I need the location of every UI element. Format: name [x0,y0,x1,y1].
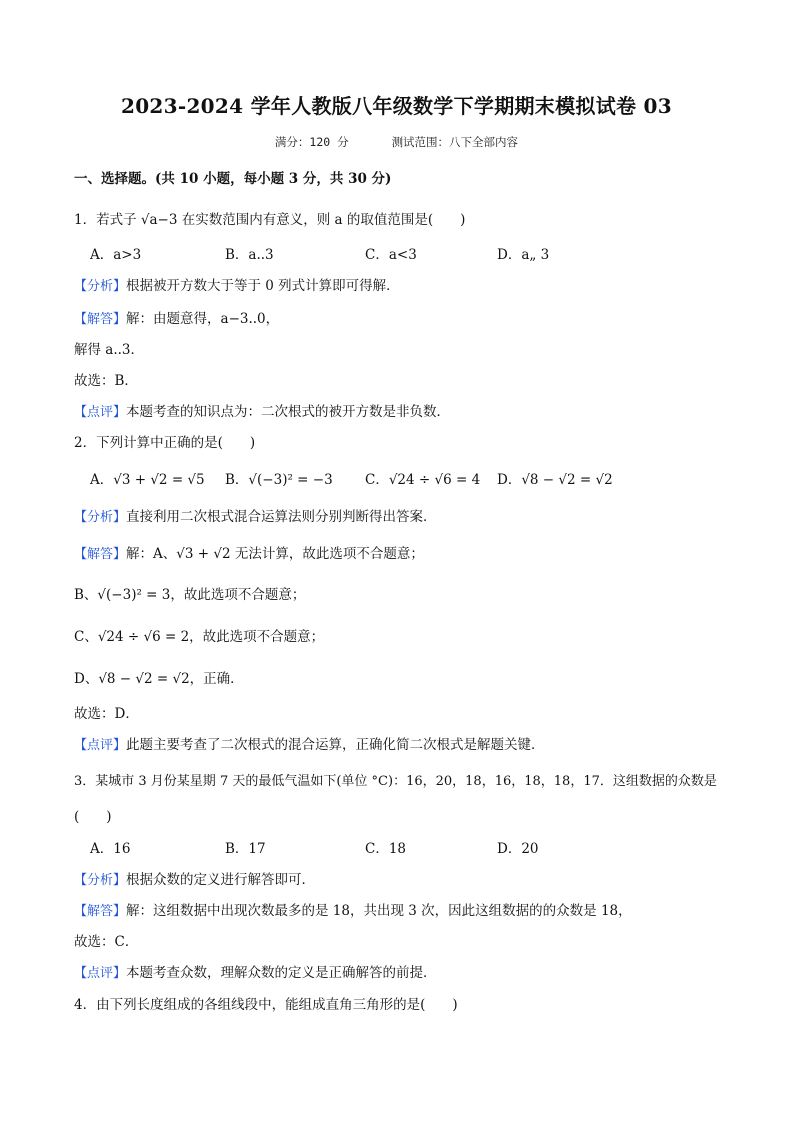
q3-choice: 故选：C． [74,934,139,950]
q2-answer-c: C、√24 ÷ √6 = 2，故此选项不合题意； [74,629,325,645]
section-heading: 一、选择题。(共 10 小题，每小题 3 分，共 30 分) [74,171,392,187]
q1-stem: 1．若式子 √a−3 在实数范围内有意义，则 a 的取值范围是( ) [74,212,466,228]
q2-option-a: A．√3 + √2 = √5 [90,472,205,488]
q2-answer-d: D、√8 − √2 = √2，正确． [74,671,244,687]
answer-tag: 【解答】 [74,312,127,327]
answer-text: 解：这组数据中出现次数最多的是 18，共出现 3 次，因此这组数据的的众数是 18， [126,903,632,919]
q2-option-b: B．√(−3)² = −3 [225,472,333,488]
q3-option-d: D．20 [497,841,539,857]
q1-option-d: D．a„ 3 [497,247,550,263]
q2-option-d: D．√8 − √2 = √2 [497,472,613,488]
comment-tag: 【点评】 [74,738,127,753]
comment-text: 此题主要考查了二次根式的混合运算，正确化简二次根式是解题关键． [126,737,545,753]
page-title: 2023-2024 学年人教版八年级数学下学期期末模拟试卷 03 [121,94,672,118]
q1-option-a: A．a>3 [90,247,142,263]
q3-option-b: B．17 [225,841,266,857]
q1-option-c: C．a<3 [365,247,417,263]
q3-analysis [74,871,315,890]
q2-answer [74,545,424,564]
q2-choice: 故选：D． [74,706,139,722]
exam-info [0,134,793,150]
answer-text: 解：A、√3 + √2 无法计算，故此选项不合题意； [126,546,424,562]
q1-comment [74,403,450,422]
comment-text: 本题考查众数，理解众数的定义是正确解答的前提． [126,965,437,981]
q2-stem: 2．下列计算中正确的是( ) [74,435,256,451]
q1-option-b: B．a..3 [225,247,274,263]
q2-comment [74,736,545,755]
q1-answer-line-2: 解得 a..3． [74,342,145,358]
analysis-tag: 【分析】 [74,279,127,294]
q4-stem: 4．由下列长度组成的各组线段中，能组成直角三角形的是( ) [74,997,458,1013]
q3-option-c: C．18 [365,841,407,857]
q2-option-c: C．√24 ÷ √6 = 4 [365,472,481,488]
q1-analysis [74,277,400,296]
q2-answer-b: B、√(−3)² = 3，故此选项不合题意； [74,587,306,603]
answer-tag: 【解答】 [74,547,127,562]
q3-stem-line-2: ( ) [74,809,112,825]
analysis-text: 根据被开方数大于等于 0 列式计算即可得解． [126,278,400,294]
analysis-tag: 【分析】 [74,510,127,525]
q2-analysis [74,508,437,527]
analysis-text: 根据众数的定义进行解答即可． [126,872,316,888]
analysis-text: 直接利用二次根式混合运算法则分别判断得出答案． [126,509,437,525]
analysis-tag: 【分析】 [74,873,127,888]
q1-answer [74,310,279,329]
answer-tag: 【解答】 [74,904,127,919]
comment-tag: 【点评】 [74,405,127,420]
comment-text: 本题考查的知识点为：二次根式的被开方数是非负数． [126,404,451,420]
full-marks: 满分：120 分 [274,135,349,149]
q3-option-a: A．16 [90,841,131,857]
q3-stem: 3．某城市 3 月份某星期 7 天的最低气温如下(单位 °C)：16，20，18，16，18，18，17．这组数据的众数是 [74,774,717,789]
q3-answer [74,902,632,921]
q3-comment [74,964,437,983]
test-scope: 测试范围：八下全部内容 [391,135,519,149]
comment-tag: 【点评】 [74,966,127,981]
answer-text: 解：由题意得，a−3..0， [126,311,280,327]
q1-choice: 故选：B． [74,373,138,389]
